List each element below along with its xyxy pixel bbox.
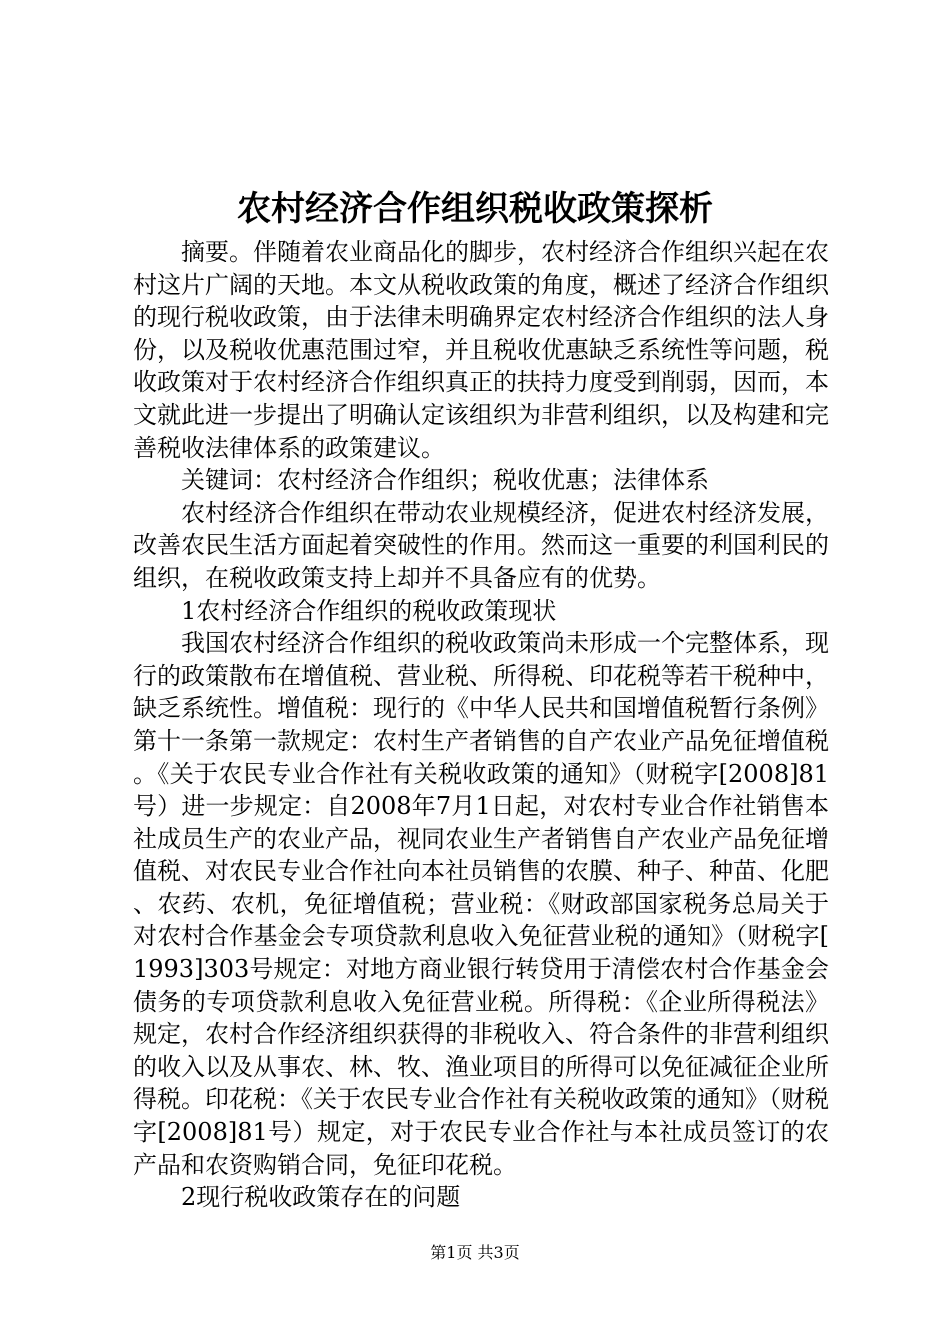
document-body xyxy=(133,236,829,1214)
abstract-paragraph: 摘要。伴随着农业商品化的脚步，农村经济合作组织兴起在农村这片广阔的天地。本文从税收政策的角度，概述了经济合作组织的现行税收政策，由于法律未明确界定农村经济合作组织的法人身份，以及税收优惠范围过窄，并且税收优惠缺乏系统性等问题，税收政策对于农村经济合作组织真正的扶持力度受到削弱，因而，本文就此进一步提出了明确认定该组织为非营利组织，以及构建和完善税收法律体系的政策建议。 xyxy=(133,238,829,462)
section-heading-2: 2现行税收政策存在的问题 xyxy=(181,1183,461,1212)
section-1-paragraph: 我国农村经济合作组织的税收政策尚未形成一个完整体系，现行的政策散布在增值税、营业税、所得税、印花税等若干税种中，缺乏系统性。增值税：现行的《中华人民共和国增值税暂行条例》第十一条第一款规定：农村生产者销售的自产农业产品免征增值税。《关于农民专业合作社有关税收政策的通知》（财税字[2008]81号）进一步规定：自2008年7月1日起，对农村专业合作社销售本社成员生产的农业产品，视同农业生产者销售自产农业产品免征增值税、对农民专业合作社向本社员销售的农膜、种子、种苗、化肥、农药、农机，免征增值税；营业税：《财政部国家税务总局关于对农村合作基金会专项贷款利息收入免征营业税的通知》（财税字[1993]303号规定：对地方商业银行转贷用于清偿农村合作基金会债务的专项贷款利息收入免征营业税。所得税：《企业所得税法》规定，农村合作经济组织获得的非税收入、符合条件的非营利组织的收入以及从事农、林、牧、渔业项目的所得可以免征减征企业所得税。印花税：《关于农民专业合作社有关税收政策的通知》（财税字[2008]81号）规定，对于农民专业合作社与本社成员签订的农产品和农资购销合同，免征印花税。 xyxy=(133,629,829,1179)
document-title: 农村经济合作组织税收政策探析 xyxy=(237,189,713,229)
intro-paragraph: 农村经济合作组织在带动农业规模经济，促进农村经济发展，改善农民生活方面起着突破性的作用。然而这一重要的利国利民的组织，在税收政策支持上却并不具备应有的优势。 xyxy=(133,498,829,592)
page-footer: 第1页 共3页 xyxy=(430,1243,520,1262)
keywords-paragraph: 关键词：农村经济合作组织；税收优惠；法律体系 xyxy=(181,466,709,495)
section-heading-1: 1农村经济合作组织的税收政策现状 xyxy=(181,596,557,625)
